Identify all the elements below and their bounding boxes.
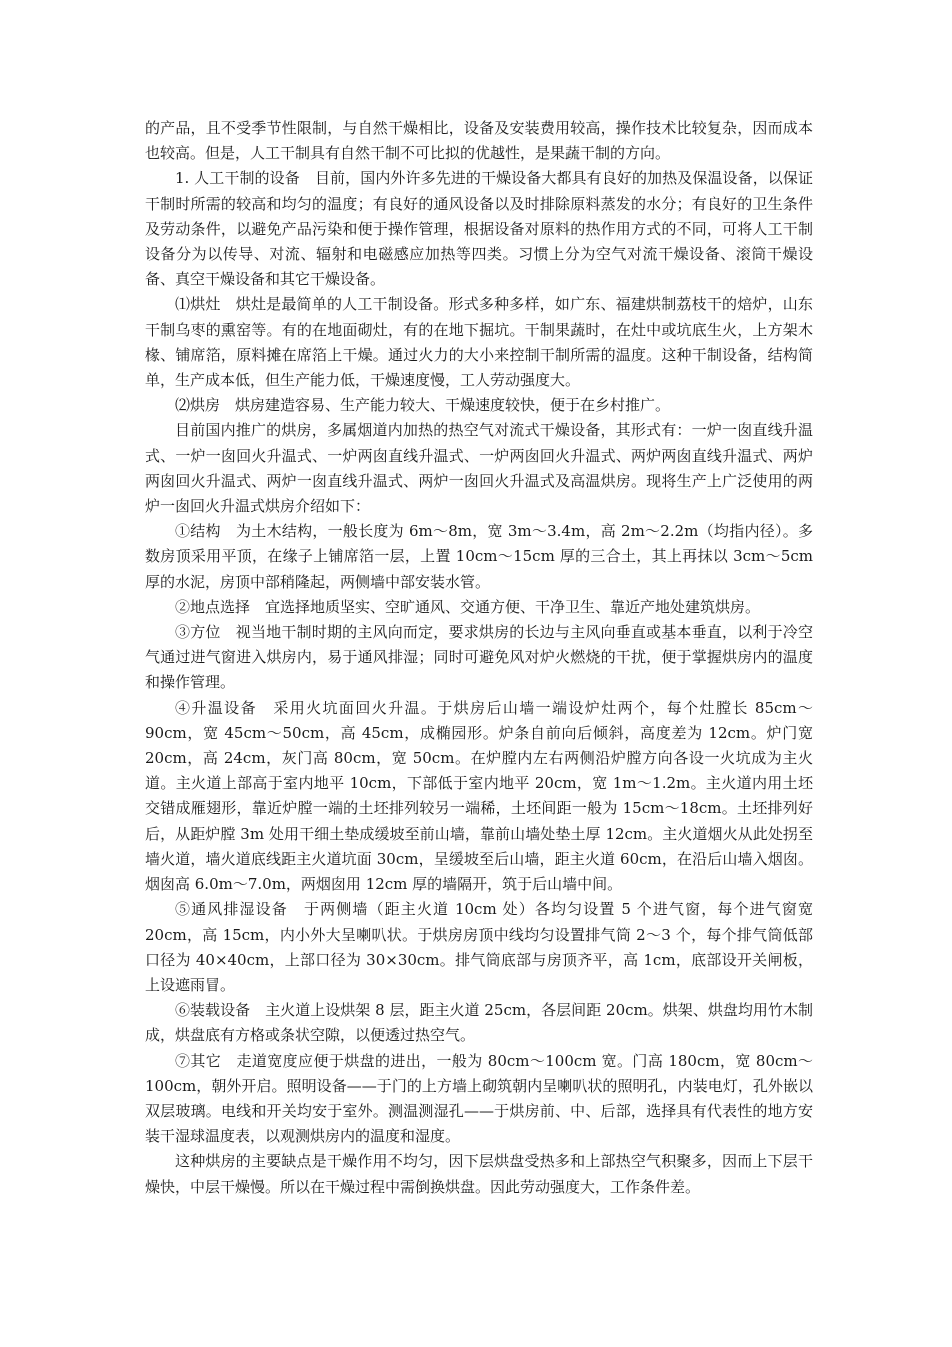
- paragraph-drying-room: ⑵烘房 烘房建造容易、生产能力较大、干燥速度较快，便于在乡村推广。: [175, 396, 671, 415]
- paragraph-equipment-intro: 1. 人工干制的设备 目前，国内外许多先进的干燥设备大都具有良好的加热及保温设备，以保证干制时所需的较高和均匀的温度；有良好的通风设备以及时排除原料蒸发的水分；有良好的卫生条件及劳动条件，以避免产品污染和便于操作管理，根据设备对原料的热作用方式的不同，可将人工干制设备分为以传导、对流、辐射和电磁感应加热等四类。习惯上分为空气对流干燥设备、滚筒干燥设备、真空干燥设备和其它干燥设备。: [145, 169, 813, 289]
- paragraph-ventilation: ⑤通风排湿设备 于两侧墙（距主火道 10cm 处）各均匀设置 5 个进气窗，每个进气窗宽 20cm，高 15cm，内小外大呈喇叭状。于烘房房顶中线均匀设置排气筒 2～3 个，每个排气筒低部口径为 40×40cm，上部口径为 30×30cm。排气筒底部与房顶齐平，高 1cm，底部设开关闸板，上设遮雨冒。: [145, 900, 813, 994]
- paragraph-continuation: 的产品，且不受季节性限制，与自然干燥相比，设备及安装费用较高，操作技术比较复杂，因而成本也较高。但是，人工干制具有自然干制不可比拟的优越性，是果蔬干制的方向。: [145, 119, 813, 163]
- paragraph-drawbacks: 这种烘房的主要缺点是干燥作用不均匀，因下层烘盘受热多和上部热空气积聚多，因而上下层干燥快，中层干燥慢。所以在干燥过程中需倒换烘盘。因此劳动强度大，工作条件差。: [145, 1152, 813, 1196]
- document-page: [145, 116, 813, 1200]
- paragraph-loading-equipment: ⑥装载设备 主火道上设烘架 8 层，距主火道 25cm，各层间距 20cm。烘架、烘盘均用竹木制成，烘盘底有方格或条状空隙，以便透过热空气。: [145, 1001, 813, 1045]
- paragraph-orientation: ③方位 视当地干制时期的主风向而定，要求烘房的长边与主风向垂直或基本垂直，以利于冷空气通过进气窗进入烘房内，易于通风排湿；同时可避免风对炉火燃烧的干扰，便于掌握烘房内的温度和操作管理。: [145, 623, 813, 692]
- paragraph-drying-room-types: 目前国内推广的烘房，多属烟道内加热的热空气对流式干燥设备，其形式有：一炉一囱直线升温式、一炉一囱回火升温式、一炉两囱直线升温式、一炉两囱回火升温式、两炉两囱直线升温式、两炉两囱回火升温式、两炉一囱直线升温式、两炉一囱回火升温式及高温烘房。现将生产上广泛使用的两炉一囱回火升温式烘房介绍如下：: [145, 421, 813, 516]
- paragraph-site-selection: ②地点选择 宜选择地质坚实、空旷通风、交通方便、干净卫生、靠近产地处建筑烘房。: [175, 597, 761, 616]
- paragraph-heating-equipment: ④升温设备 采用火坑面回火升温。于烘房后山墙一端设炉灶两个，每个灶膛长 85cm～90cm，宽 45cm～50cm，高 45cm，成椭园形。炉条自前向后倾斜，高度差为 12cm。炉门宽 20cm，高 24cm，灰门高 80cm，宽 50cm。在炉膛内左右两侧沿炉膛方向各设一火坑成为主火道。主火道上部高于室内地平 10cm，下部低于室内地平 20cm，宽 1m～1.2m。主火道内用土坯交错成雁翅形，靠近炉膛一端的土坯排列较另一端稀，土坯间距一般为 15cm～18cm。土坯排列好后，从距炉膛 3m 处用干细土垫成缓坡至前山墙，靠前山墙处垫土厚 12cm。主火道烟火从此处拐至墙火道，墙火道底线距主火道坑面 30cm，呈缓坡至后山墙，距主火道 60cm，在沿后山墙入烟囱。烟囱高 6.0m～7.0m，两烟囱用 12cm 厚的墙隔开，筑于后山墙中间。: [145, 698, 813, 894]
- paragraph-structure: ①结构 为土木结构，一般长度为 6m～8m，宽 3m～3.4m，高 2m～2.2m（均指内径）。多数房顶采用平顶，在缘子上铺席箔一层，上置 10cm～15cm 厚的三合土，其上再抹以 3cm～5cm 厚的水泥，房顶中部稍隆起，两侧墙中部安装水管。: [145, 522, 813, 591]
- paragraph-kiln-stove: ⑴烘灶 烘灶是最简单的人工干制设备。形式多种多样，如广东、福建烘制荔枝干的焙炉，山东干制乌枣的熏窑等。有的在地面砌灶，有的在地下掘坑。干制果蔬时，在灶中或坑底生火，上方架木椽、铺席箔，原料摊在席箔上干燥。通过火力的大小来控制干制所需的温度。这种干制设备，结构简单，生产成本低，但生产能力低，干燥速度慢，工人劳动强度大。: [145, 295, 813, 390]
- paragraph-other: ⑦其它 走道宽度应便于烘盘的进出，一般为 80cm～100cm 宽。门高 180cm，宽 80cm～100cm，朝外开启。照明设备——于门的上方墙上砌筑朝内呈喇叭状的照明孔，内装电灯，孔外嵌以双层玻璃。电线和开关均安于室外。测温测湿孔——于烘房前、中、后部，选择具有代表性的地方安装干湿球温度表，以观测烘房内的温度和湿度。: [145, 1051, 813, 1146]
